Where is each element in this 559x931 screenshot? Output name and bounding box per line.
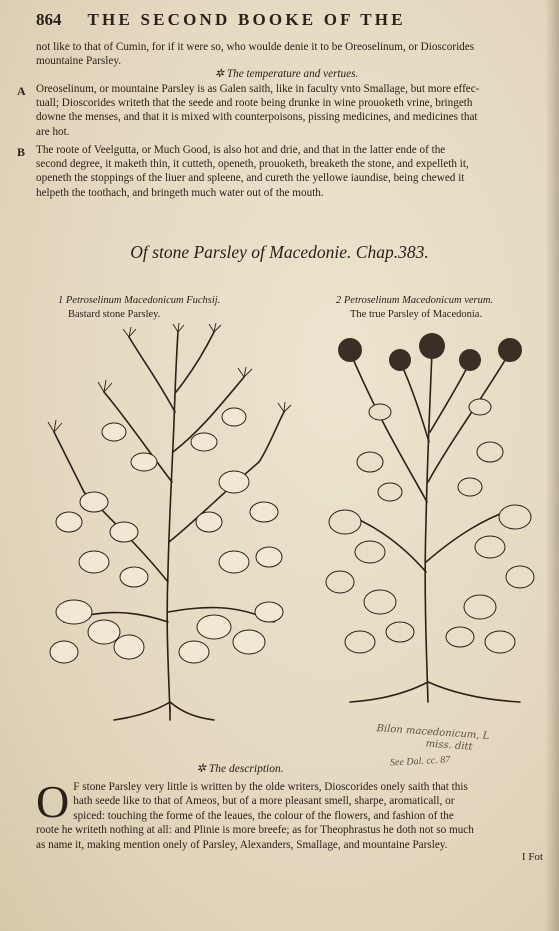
text-line: spiced: touching the forme of the leaues, the colour of the flowers, and fashion of the [73,809,454,822]
figure-1-latin-name: 1 Petroselinum Macedonicum Fuchsij. [58,295,221,306]
text-line: second degree, it maketh thin, it cutteth, openeth, prouoketh, breaketh the stone, and expelleth it, [36,158,469,171]
text-line: mountaine Parsley. [36,55,122,68]
text-line: tuall; Dioscorides writeth that the seede and roote being drunke in wine prouoketh vrine, bringeth [36,97,473,110]
bastard-stone-parsley-woodcut [34,322,294,722]
true-macedonian-parsley-woodcut [320,322,538,712]
text-line: downe the menses, and that it is mixed with counterpoisons, pissing medicines, and medicines that [36,111,478,124]
figure-1-caption [58,294,220,321]
paragraph-a [36,82,537,139]
drop-cap: O [36,776,70,827]
text-line: hath seede like to that of Ameos, but of a more pleasant smell, sharpe, aromaticall, or [73,795,455,808]
page-edge-shadow [545,0,559,931]
intro-text [36,40,537,68]
annotation-line: miss. ditt [425,738,473,753]
text-line: as name it, making mention onely of Parsley, Alexanders, Smallage, and mountaine Parsley. [36,838,448,851]
temperature-heading: ✲ The temperature and vertues. [214,68,359,80]
figure-2-english-name: The true Parsley of Macedonia. [350,308,483,320]
text-line: The roote of Veelgutta, or Much Good, is also hot and drie, and that in the latter ende of the [36,144,446,156]
page-header [36,10,539,36]
handwritten-reference: See Dal. cc. 87 [389,754,451,769]
text-line: openeth the stoppings of the liuer and spleene, and cureth the yellowe iaundise, being chewed it [36,172,465,185]
figure-2-caption [336,294,493,321]
handwritten-annotation [375,723,489,755]
description-heading: ✲ The description. [196,763,284,775]
margin-letter-a: A [17,84,26,98]
chapter-title: Of stone Parsley of Macedonie. Chap.383. [130,242,429,262]
paragraph-b [36,143,537,200]
text-line: helpeth the toothach, and bringeth much water out of the mouth. [36,186,324,199]
running-title: THE SECOND BOOKE OF THE [87,10,406,29]
catchword: I Fot [521,851,543,863]
page-number: 864 [36,10,62,29]
text-line: not like to that of Cumin, for if it were so, who woulde denie it to be Oreoselinum, or Dioscorides [36,41,475,53]
text-line: F stone Parsley very little is written by the olde writers, Dioscorides onely saith that this [73,781,468,793]
text-line: roote he writeth nothing at all: and Plinie is more breefe; as for Theophrastus he doth not so much [36,824,474,837]
annotation-line: Bilon macedonicum, L [376,723,490,742]
text-line: are hot. [36,125,70,138]
figure-1-english-name: Bastard stone Parsley. [68,308,161,320]
figure-2-latin-name: 2 Petroselinum Macedonicum verum. [336,295,494,306]
description-text [36,776,545,852]
margin-letter-b: B [17,145,26,159]
text-line: Oreoselinum, or mountaine Parsley is as Galen saith, like in faculty vnto Smallage, but more effec- [36,83,480,95]
